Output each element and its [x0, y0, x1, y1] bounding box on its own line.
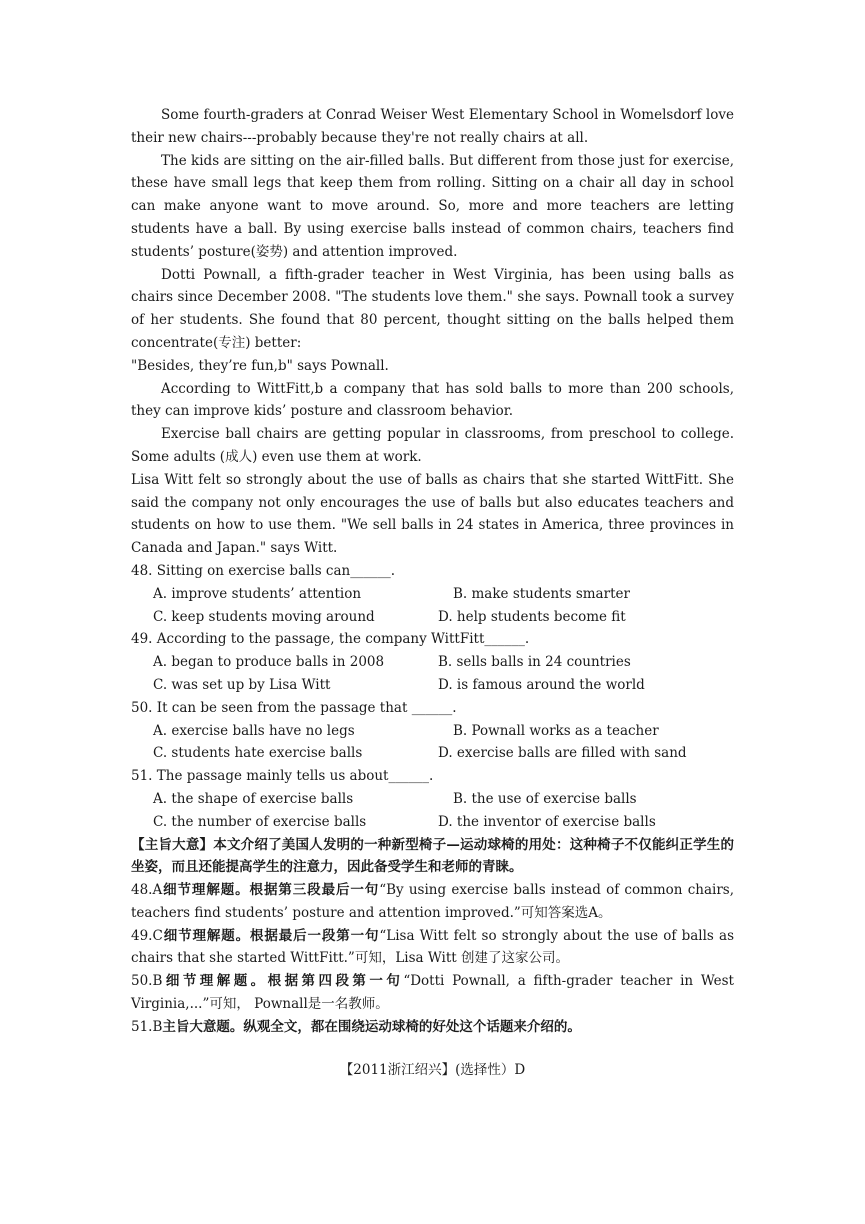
option-row — [131, 811, 734, 834]
option-row — [131, 674, 734, 697]
summary — [131, 834, 734, 880]
question-49 — [131, 628, 734, 696]
answer-type: 主旨大意题。纵观全文，都在围绕运动球椅的好处这个话题来介绍的。 — [162, 1018, 581, 1035]
option-row — [131, 606, 734, 629]
answer-50 — [131, 970, 734, 1016]
option-row — [131, 788, 734, 811]
question-48 — [131, 560, 734, 628]
option-b: B. sells balls in 24 countries — [438, 654, 631, 671]
option-a: A. improve students’ attention — [153, 585, 362, 602]
question-stem: 51. The passage mainly tells us about______. — [131, 768, 434, 785]
question-50 — [131, 697, 734, 765]
question-51 — [131, 765, 734, 833]
passage-paragraph-2: The kids are sitting on the air-filled balls. But different from those just for exercise, these have small legs that keep them from rolling. Sitting on a chair all day in school can make anyone want to move around. So, more and more teachers are letting students have a ball. By using exercise balls instead of common chairs, teachers find students’ posture(姿势) and attention improved. — [131, 152, 734, 260]
reading-passage — [131, 104, 734, 560]
passage-paragraph-6: Exercise ball chairs are getting popular in classrooms, from preschool to college. Some adults (成人) even use them at work. — [131, 426, 734, 465]
answer-explanations — [131, 879, 734, 1039]
document-page — [131, 104, 734, 1095]
next-section-heading: 【2011浙江绍兴】(选择性）D — [339, 1061, 526, 1078]
passage-paragraph-3: Dotti Pownall, a fifth-grader teacher in West Virginia, has been using balls as chairs since December 2008. "The students love them." she says. Pownall took a survey of her students. She found that 80 percent, thought sitting on the balls helped them concentrate(专注) better: — [131, 266, 734, 351]
option-c: C. the number of exercise balls — [153, 813, 367, 830]
question-stem: 49. According to the passage, the company WittFitt______. — [131, 631, 530, 648]
answer-body: “Lisa Witt felt so strongly about the use of balls as chairs that she started WittFitt.”可知，Lisa Witt 创建了这家公司。 — [131, 927, 734, 967]
answer-key: 50.B — [131, 973, 163, 990]
option-a: A. exercise balls have no legs — [153, 722, 355, 739]
option-c: C. students hate exercise balls — [153, 745, 363, 762]
answer-type: 细节理解题。根据第四段第一句 — [162, 973, 404, 990]
option-c: C. was set up by Lisa Witt — [153, 676, 331, 693]
answer-49 — [131, 925, 734, 971]
option-row — [131, 583, 734, 606]
option-row — [131, 720, 734, 743]
option-d: D. exercise balls are filled with sand — [438, 745, 687, 762]
option-b: B. the use of exercise balls — [453, 790, 637, 807]
option-d: D. is famous around the world — [438, 676, 645, 693]
answer-body: “Dotti Pownall, a fifth-grader teacher in West Virginia,...”可知， Pownall是一名教师。 — [131, 973, 734, 1013]
answer-key: 49.C — [131, 927, 163, 944]
option-d: D. the inventor of exercise balls — [438, 813, 656, 830]
answer-body: “By using exercise balls instead of common chairs, teachers find students’ posture and attention improved.”可知答案选A。 — [131, 882, 734, 921]
answer-48 — [131, 879, 734, 925]
passage-paragraph-4: "Besides, they’re fun,b" says Pownall. — [131, 357, 389, 374]
option-d: D. help students become fit — [438, 608, 626, 625]
option-a: A. began to produce balls in 2008 — [153, 654, 385, 671]
option-a: A. the shape of exercise balls — [153, 790, 354, 807]
summary-label: 【主旨大意】 — [131, 836, 214, 853]
answer-key: 48.A — [131, 882, 163, 899]
answer-type: 细节理解题。根据最后一段第一句 — [162, 927, 380, 944]
summary-text: 本文介绍了美国人发明的一种新型椅子—运动球椅的用处：这种椅子不仅能纠正学生的坐姿，而且还能提高学生的注意力，因此备受学生和老师的青睐。 — [131, 836, 735, 876]
question-stem: 48. Sitting on exercise balls can______. — [131, 562, 396, 579]
option-b: B. make students smarter — [453, 585, 630, 602]
answer-key: 51.B — [131, 1018, 163, 1035]
passage-paragraph-5: According to WittFitt,b a company that has sold balls to more than 200 schools, they can improve kids’ posture and classroom behavior. — [131, 380, 734, 420]
option-b: B. Pownall works as a teacher — [453, 722, 659, 739]
option-c: C. keep students moving around — [153, 608, 375, 625]
passage-paragraph-7: Lisa Witt felt so strongly about the use of balls as chairs that she started WittFitt. She said the company not only encourages the use of balls but also educates teachers and students on how to use them. "We sell balls in 24 states in America, three provinces in Canada and Japan." says Witt. — [131, 471, 734, 557]
answer-51 — [131, 1016, 734, 1039]
option-row — [131, 651, 734, 674]
passage-paragraph-1: Some fourth-graders at Conrad Weiser West Elementary School in Womelsdorf love their new chairs---probably because they're not really chairs at all. — [131, 107, 734, 146]
question-stem: 50. It can be seen from the passage that ______. — [131, 699, 457, 716]
answer-type: 细节理解题。根据第三段最后一句 — [162, 882, 380, 899]
option-row — [131, 742, 734, 765]
